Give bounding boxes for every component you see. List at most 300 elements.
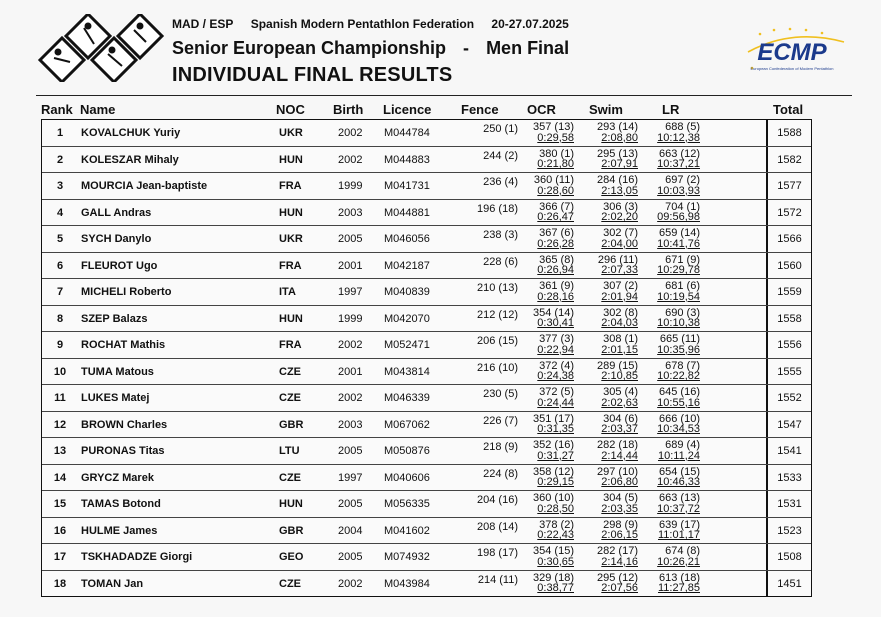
ocr-points: 378 (2) — [539, 518, 574, 531]
lr-points: 663 (13) — [659, 492, 700, 504]
swim-points: 308 (1) — [603, 333, 638, 345]
lr-points: 666 (10) — [659, 412, 700, 425]
table-row — [42, 306, 811, 333]
swim-points: 306 (3) — [603, 200, 638, 213]
athlete-name: HULME James — [81, 524, 158, 537]
birth-cell: 1997 — [338, 471, 363, 484]
athlete-name: SYCH Danylo — [81, 233, 152, 245]
noc-cell: FRA — [279, 339, 302, 351]
total-cell: 1566 — [777, 233, 802, 245]
lr-time: 10:35,96 — [657, 343, 700, 356]
lr-points: 689 (4) — [665, 439, 700, 451]
fence-cell: 244 (2) — [483, 149, 518, 162]
athlete-name: PURONAS Titas — [81, 445, 165, 457]
athlete-name: LUKES Matej — [81, 392, 150, 404]
fence-cell: 228 (6) — [483, 255, 518, 268]
rank-cell: 17 — [53, 551, 67, 563]
licence-cell: M046056 — [384, 233, 430, 245]
lr-cell — [652, 573, 700, 594]
athlete-name: TSKHADADZE Giorgi — [81, 551, 193, 563]
swim-points: 284 (16) — [597, 174, 638, 186]
ocr-time: 0:22,43 — [537, 529, 574, 541]
ocr-time: 0:30,41 — [537, 317, 574, 329]
lr-points: 671 (9) — [665, 253, 700, 266]
lr-cell — [652, 440, 700, 461]
ocr-time: 0:28,60 — [537, 184, 574, 197]
swim-points: 305 (4) — [603, 386, 638, 398]
table-row — [42, 385, 811, 412]
ocr-points: 377 (3) — [539, 333, 574, 345]
col-header-swim: Swim — [589, 102, 623, 117]
swim-cell — [590, 387, 638, 408]
birth-cell: 2005 — [338, 445, 363, 457]
lr-points: 678 (7) — [665, 359, 700, 372]
rank-cell: 10 — [53, 365, 67, 378]
rank-cell: 12 — [53, 418, 67, 431]
fence-cell: 236 (4) — [483, 176, 518, 188]
swim-time: 2:01,94 — [601, 290, 638, 303]
lr-points: 665 (11) — [659, 333, 700, 345]
table-row — [42, 332, 811, 359]
swim-time: 2:13,05 — [601, 184, 638, 197]
licence-cell: M041602 — [384, 524, 430, 537]
rank-cell: 13 — [53, 445, 67, 457]
ocr-cell — [522, 361, 574, 382]
licence-cell: M043984 — [384, 577, 430, 590]
ocr-cell — [522, 467, 574, 488]
rank-cell: 6 — [56, 259, 64, 272]
table-row — [42, 571, 811, 597]
rank-cell: 16 — [53, 524, 67, 537]
rank-cell: 5 — [56, 233, 64, 245]
header-divider — [36, 95, 852, 96]
ocr-points: 360 (11) — [533, 174, 574, 186]
lr-time: 10:29,78 — [657, 264, 700, 276]
lr-points: 645 (16) — [659, 386, 700, 398]
fence-cell: 238 (3) — [483, 229, 518, 241]
ocr-cell — [522, 255, 574, 276]
noc-cell: FRA — [279, 259, 302, 272]
noc-cell: UKR — [279, 233, 303, 245]
swim-cell — [590, 175, 638, 196]
ecmp-logo-text: ECMP — [757, 39, 827, 66]
noc-cell: LTU — [279, 445, 300, 457]
swim-points: 297 (10) — [597, 465, 638, 478]
lr-time: 10:46,33 — [657, 476, 700, 488]
total-cell: 1555 — [777, 365, 802, 378]
lr-cell — [652, 520, 700, 541]
total-cell: 1523 — [777, 524, 802, 537]
total-cell: 1547 — [777, 418, 802, 431]
total-cell: 1577 — [777, 180, 802, 192]
lr-cell — [652, 334, 700, 355]
swim-points: 298 (9) — [603, 518, 638, 531]
licence-cell: M044883 — [384, 153, 430, 166]
fence-cell: 250 (1) — [483, 123, 518, 135]
ocr-time: 0:26,47 — [537, 211, 574, 223]
page-title: INDIVIDUAL FINAL RESULTS — [172, 64, 453, 86]
swim-points: 295 (12) — [597, 571, 638, 584]
fence-cell: 218 (9) — [483, 441, 518, 453]
swim-cell — [590, 361, 638, 382]
birth-cell: 2001 — [338, 365, 363, 378]
lr-time: 11:01,17 — [657, 529, 700, 541]
ocr-points: 367 (6) — [539, 227, 574, 239]
fence-cell: 208 (14) — [477, 520, 518, 533]
col-header-name: Name — [80, 102, 116, 117]
ocr-cell — [522, 520, 574, 541]
rank-cell: 4 — [56, 206, 64, 219]
lr-time: 10:41,76 — [657, 237, 700, 250]
ocr-points: 365 (8) — [539, 253, 574, 266]
table-row — [42, 359, 811, 386]
birth-cell: 1999 — [338, 312, 363, 325]
lr-cell — [652, 175, 700, 196]
swim-time: 2:01,15 — [601, 343, 638, 356]
lr-cell — [652, 493, 700, 514]
total-cell: 1556 — [777, 339, 802, 351]
rank-cell: 15 — [53, 498, 67, 510]
birth-cell: 2004 — [338, 524, 363, 537]
noc-cell: HUN — [279, 498, 303, 510]
noc-cell: GEO — [279, 551, 304, 563]
lr-points: 639 (17) — [659, 518, 700, 531]
lr-time: 10:22,82 — [657, 370, 700, 382]
ocr-cell — [522, 281, 574, 302]
licence-cell: M074932 — [384, 551, 430, 563]
birth-cell: 2003 — [338, 206, 363, 219]
licence-cell: M046339 — [384, 392, 430, 404]
lr-time: 10:26,21 — [657, 555, 700, 568]
ocr-cell — [522, 202, 574, 223]
lr-cell — [652, 387, 700, 408]
lr-cell — [652, 149, 700, 170]
swim-cell — [590, 202, 638, 223]
swim-time: 2:02,20 — [601, 211, 638, 223]
lr-points: 659 (14) — [659, 227, 700, 239]
fence-cell: 214 (11) — [477, 573, 518, 586]
lr-points: 654 (15) — [659, 465, 700, 478]
noc-cell: CZE — [279, 392, 301, 404]
lr-points: 690 (3) — [665, 306, 700, 319]
lr-time: 10:34,53 — [657, 423, 700, 435]
swim-points: 302 (7) — [603, 227, 638, 239]
lr-time: 09:56,98 — [657, 211, 700, 223]
ocr-time: 0:26,94 — [537, 264, 574, 276]
table-row — [42, 200, 811, 227]
fence-cell: 230 (5) — [483, 388, 518, 400]
licence-cell: M056335 — [384, 498, 430, 510]
noc-cell: CZE — [279, 471, 301, 484]
noc-cell: ITA — [279, 286, 296, 298]
table-row — [42, 465, 811, 492]
table-row — [42, 120, 811, 147]
ocr-points: 354 (15) — [533, 545, 574, 557]
swim-time: 2:08,80 — [601, 131, 638, 144]
fence-cell: 210 (13) — [477, 282, 518, 294]
swim-points: 293 (14) — [597, 121, 638, 133]
lr-cell — [652, 122, 700, 143]
swim-time: 2:14,16 — [601, 555, 638, 568]
table-row — [42, 491, 811, 518]
fence-cell: 204 (16) — [477, 494, 518, 506]
athlete-name: MICHELI Roberto — [81, 286, 172, 298]
ocr-points: 358 (12) — [533, 465, 574, 478]
ecmp-logo-subtitle: European Confederation of Modern Pentathlon — [750, 66, 834, 71]
total-cell: 1531 — [777, 498, 802, 510]
licence-cell: M050876 — [384, 445, 430, 457]
ocr-time: 0:21,80 — [537, 158, 574, 170]
swim-points: 295 (13) — [597, 147, 638, 160]
col-header-birth: Birth — [333, 102, 364, 117]
ocr-cell — [522, 440, 574, 461]
table-row — [42, 438, 811, 465]
ocr-points: 351 (17) — [533, 412, 574, 425]
birth-cell: 2005 — [338, 233, 363, 245]
lr-time: 10:11,24 — [657, 449, 700, 462]
total-cell: 1508 — [777, 551, 802, 563]
birth-cell: 1999 — [338, 180, 363, 192]
athlete-name: GRYCZ Marek — [81, 471, 154, 484]
licence-cell: M067062 — [384, 418, 430, 431]
swim-cell — [590, 467, 638, 488]
fence-cell: 226 (7) — [483, 414, 518, 427]
birth-cell: 2003 — [338, 418, 363, 431]
rank-cell: 8 — [56, 312, 64, 325]
lr-time: 10:37,21 — [657, 158, 700, 170]
lr-cell — [652, 308, 700, 329]
rank-cell: 18 — [53, 577, 67, 590]
athlete-name: KOLESZAR Mihaly — [81, 153, 179, 166]
col-header-ocr: OCR — [527, 102, 556, 117]
swim-time: 2:10,85 — [601, 370, 638, 382]
noc-cell: GBR — [279, 418, 304, 431]
noc-cell: HUN — [279, 312, 303, 325]
licence-cell: M043814 — [384, 365, 430, 378]
table-row — [42, 518, 811, 545]
total-cell: 1572 — [777, 206, 802, 219]
total-cell: 1582 — [777, 153, 802, 166]
swim-points: 289 (15) — [597, 359, 638, 372]
lr-cell — [652, 414, 700, 435]
total-cell: 1541 — [777, 445, 802, 457]
lr-points: 613 (18) — [659, 571, 700, 584]
results-table — [41, 119, 812, 597]
licence-cell: M052471 — [384, 339, 430, 351]
lr-time: 10:37,72 — [657, 502, 700, 515]
rank-cell: 14 — [53, 471, 67, 484]
ocr-cell — [522, 175, 574, 196]
ocr-points: 361 (9) — [539, 280, 574, 292]
ocr-time: 0:24,44 — [537, 396, 574, 409]
athlete-name: ROCHAT Mathis — [81, 339, 166, 351]
ocr-cell — [522, 308, 574, 329]
lr-cell — [652, 228, 700, 249]
championship-name: Senior European Championship — [172, 38, 447, 58]
swim-time: 2:06,80 — [601, 476, 638, 488]
ecmp-logo-icon — [740, 26, 850, 78]
athlete-name: TOMAN Jan — [81, 577, 144, 590]
swim-cell — [590, 149, 638, 170]
ocr-points: 354 (14) — [533, 306, 574, 319]
swim-time: 2:14,44 — [601, 449, 638, 462]
licence-cell: M044881 — [384, 206, 430, 219]
total-cell: 1451 — [777, 577, 802, 590]
athlete-name: BROWN Charles — [81, 418, 168, 431]
swim-points: 282 (18) — [597, 439, 638, 451]
swim-points: 304 (5) — [603, 492, 638, 504]
noc-cell: CZE — [279, 577, 301, 590]
swim-cell — [590, 281, 638, 302]
athlete-name: MOURCIA Jean-baptiste — [81, 180, 208, 192]
fence-cell: 224 (8) — [483, 467, 518, 480]
athlete-name: FLEUROT Ugo — [81, 259, 158, 272]
ocr-time: 0:28,16 — [537, 290, 574, 303]
lr-cell — [652, 361, 700, 382]
swim-points: 307 (2) — [603, 280, 638, 292]
swim-cell — [590, 308, 638, 329]
table-row — [42, 226, 811, 253]
ocr-cell — [522, 122, 574, 143]
swim-cell — [590, 228, 638, 249]
athlete-name: SZEP Balazs — [81, 312, 148, 325]
ocr-cell — [522, 149, 574, 170]
ocr-time: 0:30,65 — [537, 555, 574, 568]
noc-cell: CZE — [279, 365, 301, 378]
swim-time: 2:04,00 — [601, 237, 638, 250]
lr-points: 663 (12) — [659, 147, 700, 160]
total-cell: 1533 — [777, 471, 802, 484]
ocr-points: 366 (7) — [539, 200, 574, 213]
col-header-licence: Licence — [383, 102, 432, 117]
swim-cell — [590, 520, 638, 541]
rank-cell: 1 — [56, 127, 64, 139]
lr-points: 681 (6) — [665, 280, 700, 292]
licence-cell: M040606 — [384, 471, 430, 484]
total-cell: 1558 — [777, 312, 802, 325]
ocr-time: 0:31,35 — [537, 423, 574, 435]
col-header-rank: Rank — [41, 102, 73, 117]
swim-cell — [590, 573, 638, 594]
swim-time: 2:07,91 — [601, 158, 638, 170]
birth-cell: 2002 — [338, 127, 363, 139]
total-cell: 1560 — [777, 259, 802, 272]
ocr-points: 352 (16) — [533, 439, 574, 451]
fence-cell: 206 (15) — [477, 335, 518, 347]
fence-cell: 212 (12) — [477, 308, 518, 321]
ocr-time: 0:29,58 — [537, 131, 574, 144]
swim-points: 302 (8) — [603, 306, 638, 319]
birth-cell: 2002 — [338, 339, 363, 351]
ocr-points: 329 (18) — [533, 571, 574, 584]
noc-cell: HUN — [279, 206, 303, 219]
ocr-time: 0:38,77 — [537, 582, 574, 594]
ocr-points: 372 (4) — [539, 359, 574, 372]
rank-cell: 11 — [54, 392, 66, 404]
ocr-cell — [522, 387, 574, 408]
lr-cell — [652, 255, 700, 276]
swim-points: 296 (11) — [597, 253, 638, 266]
fence-cell: 216 (10) — [477, 361, 518, 374]
birth-cell: 2002 — [338, 153, 363, 166]
birth-cell: 2002 — [338, 392, 363, 404]
rank-cell: 2 — [56, 153, 64, 166]
rank-cell: 9 — [56, 339, 64, 351]
athlete-name: GALL Andras — [81, 206, 152, 219]
swim-points: 304 (6) — [603, 412, 638, 425]
lr-time: 10:03,93 — [657, 184, 700, 197]
swim-points: 282 (17) — [597, 545, 638, 557]
pentathlon-logo-icon — [36, 14, 164, 82]
swim-cell — [590, 122, 638, 143]
athlete-name: TAMAS Botond — [81, 498, 161, 510]
swim-cell — [590, 414, 638, 435]
swim-cell — [590, 493, 638, 514]
table-row — [42, 253, 811, 280]
table-row — [42, 412, 811, 439]
header-location: MAD / ESP — [172, 17, 234, 31]
ocr-cell — [522, 334, 574, 355]
birth-cell: 2002 — [338, 577, 363, 590]
table-row — [42, 173, 811, 200]
ocr-cell — [522, 546, 574, 567]
total-cell: 1559 — [777, 286, 802, 298]
lr-points: 674 (8) — [665, 545, 700, 557]
event-name: Men Final — [486, 38, 570, 58]
lr-time: 10:12,38 — [657, 131, 700, 144]
table-row — [42, 147, 811, 174]
swim-time: 2:03,35 — [601, 502, 638, 515]
swim-time: 2:06,15 — [601, 529, 638, 541]
ocr-cell — [522, 414, 574, 435]
lr-points: 697 (2) — [665, 174, 700, 186]
swim-time: 2:07,56 — [601, 582, 638, 594]
col-header-lr: LR — [662, 102, 680, 117]
athlete-name: TUMA Matous — [81, 365, 154, 378]
header-federation: Spanish Modern Pentathlon Federation — [250, 17, 475, 31]
swim-time: 2:03,37 — [601, 423, 638, 435]
ocr-time: 0:29,15 — [537, 476, 574, 488]
swim-time: 2:07,33 — [601, 264, 638, 276]
header-dates: 20-27.07.2025 — [491, 17, 569, 31]
swim-time: 2:02,63 — [601, 396, 638, 409]
ocr-time: 0:31,27 — [537, 449, 574, 462]
lr-cell — [652, 202, 700, 223]
header-meta — [172, 17, 583, 31]
licence-cell: M042070 — [384, 312, 430, 325]
ocr-cell — [522, 228, 574, 249]
ocr-time: 0:28,50 — [537, 502, 574, 515]
swim-cell — [590, 255, 638, 276]
ocr-points: 360 (10) — [533, 492, 574, 504]
birth-cell: 2005 — [338, 551, 363, 563]
ocr-time: 0:22,94 — [537, 343, 574, 356]
birth-cell: 1997 — [338, 286, 363, 298]
swim-time: 2:04,03 — [601, 317, 638, 329]
ocr-time: 0:24,38 — [537, 370, 574, 382]
swim-cell — [590, 440, 638, 461]
noc-cell: GBR — [279, 524, 304, 537]
col-header-fence: Fence — [461, 102, 499, 117]
ocr-points: 357 (13) — [533, 121, 574, 133]
noc-cell: HUN — [279, 153, 303, 166]
birth-cell: 2005 — [338, 498, 363, 510]
noc-cell: UKR — [279, 127, 303, 139]
ocr-cell — [522, 573, 574, 594]
lr-time: 11:27,85 — [657, 582, 700, 594]
fence-cell: 198 (17) — [477, 547, 518, 559]
ocr-points: 372 (5) — [539, 386, 574, 398]
